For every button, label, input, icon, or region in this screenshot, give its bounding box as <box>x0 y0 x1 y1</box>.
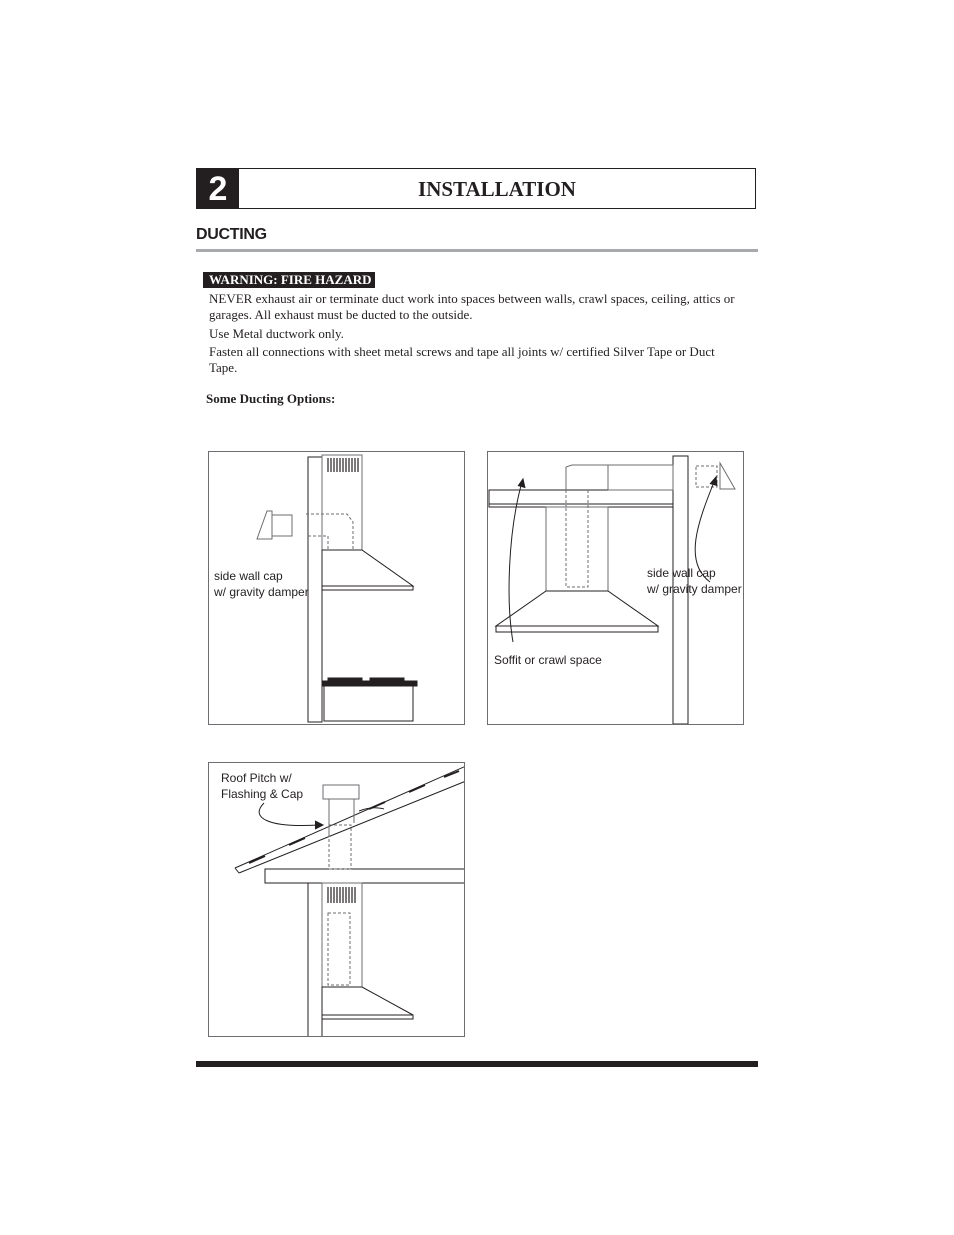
section-divider <box>196 249 758 252</box>
chapter-number: 2 <box>197 169 239 208</box>
figure-soffit-crawl-space <box>487 451 744 725</box>
figure-2-caption-line1: side wall cap <box>647 566 716 580</box>
warning-paragraph-exhaust: NEVER exhaust air or terminate duct work into spaces between walls, crawl spaces, ceiling, attics or garages. All exhaust must be ducted to the outside. <box>209 291 735 322</box>
warning-label: WARNING: FIRE HAZARD <box>203 272 375 288</box>
section-title: DUCTING <box>196 226 267 243</box>
figure-side-wall-cap <box>208 451 465 725</box>
warning-paragraph-fasten: Fasten all connections with sheet metal screws and tape all joints w/ certified Silver Tape or Duct Tape. <box>209 344 715 375</box>
figure-3-caption-line2: Flashing & Cap <box>221 787 304 801</box>
footer-divider <box>196 1061 758 1067</box>
figure-2-caption-soffit: Soffit or crawl space <box>494 653 602 667</box>
figure-2-caption-line2: w/ gravity damper <box>647 582 742 596</box>
roof-pitch-illustration <box>209 763 465 1037</box>
figure-roof-pitch <box>208 762 465 1037</box>
ducting-options-label: Some Ducting Options: <box>206 391 336 406</box>
figure-3-caption-line1: Roof Pitch w/ <box>221 771 292 785</box>
figure-1-caption-line1: side wall cap <box>214 569 283 583</box>
chapter-title: INSTALLATION <box>418 177 576 201</box>
warning-paragraph-metal: Use Metal ductwork only. <box>209 326 344 341</box>
chapter-header <box>196 168 756 209</box>
figure-1-caption-line2: w/ gravity damper <box>214 585 309 599</box>
